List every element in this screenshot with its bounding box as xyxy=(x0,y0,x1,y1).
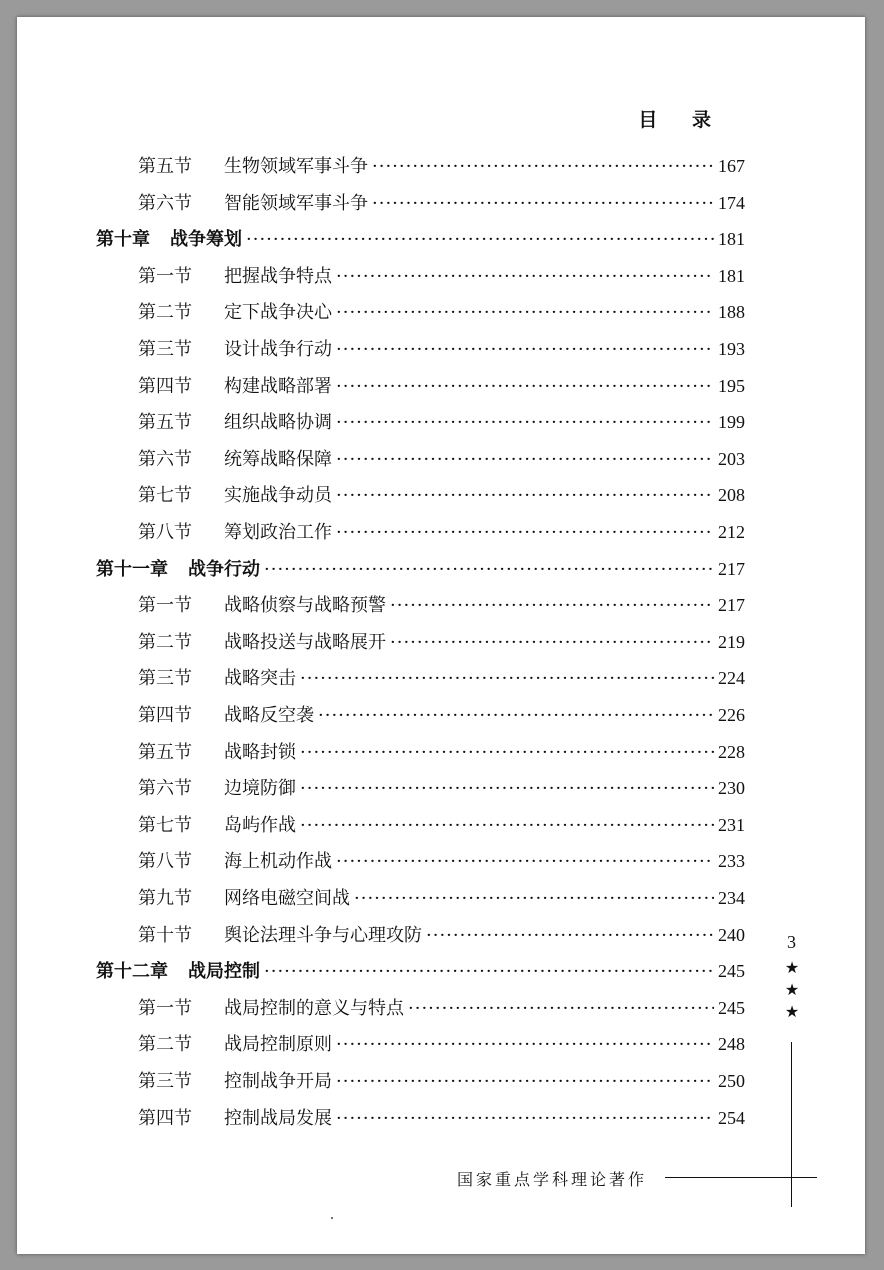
section-number: 第七节 xyxy=(138,814,192,836)
toc-page-number: 212 xyxy=(718,522,745,542)
section-title: 战略封锁 xyxy=(224,741,296,763)
toc-section-entry[interactable] xyxy=(138,299,745,325)
section-title: 把握战争特点 xyxy=(224,265,332,287)
dot-leader xyxy=(300,666,714,692)
dot-leader xyxy=(372,191,714,217)
section-title: 控制战局发展 xyxy=(224,1107,332,1129)
section-number: 第一节 xyxy=(138,997,192,1019)
toc-page-number: 181 xyxy=(718,229,745,250)
section-number: 第十节 xyxy=(138,924,192,946)
section-number: 第九节 xyxy=(138,888,192,909)
toc-section-entry[interactable] xyxy=(138,885,745,911)
section-title: 智能领域军事斗争 xyxy=(224,192,368,214)
toc-page-number: 226 xyxy=(718,705,745,725)
section-title: 岛屿作战 xyxy=(224,814,296,836)
page-number: 3 xyxy=(787,932,796,952)
dot-leader xyxy=(336,374,714,400)
section-number: 第二节 xyxy=(138,1034,192,1056)
toc-section-entry[interactable] xyxy=(138,922,745,948)
toc-page-number: 199 xyxy=(718,412,745,433)
toc-section-entry[interactable] xyxy=(138,263,745,289)
section-title: 海上机动作战 xyxy=(224,851,332,873)
toc-page-number: 248 xyxy=(718,1034,745,1055)
toc-section-entry[interactable] xyxy=(138,995,745,1021)
dot-leader xyxy=(336,410,714,436)
chapter-title: 战争筹划 xyxy=(170,229,242,251)
star-icon: ★ xyxy=(784,1002,800,1021)
section-number: 第二节 xyxy=(138,302,192,324)
toc-section-entry[interactable] xyxy=(138,1031,745,1057)
dot-leader xyxy=(336,520,714,546)
section-title: 战略反空袭 xyxy=(224,705,314,726)
dot-leader xyxy=(390,593,714,619)
section-title: 战略投送与战略展开 xyxy=(224,631,386,653)
toc-chapter-entry[interactable] xyxy=(96,556,745,582)
dot-leader xyxy=(336,483,714,509)
toc-section-entry[interactable] xyxy=(138,373,745,399)
toc-page-number: 250 xyxy=(718,1071,745,1091)
dot-leader xyxy=(390,630,714,656)
dot-leader xyxy=(318,703,714,729)
dot-leader xyxy=(336,264,714,290)
chapter-number: 第十一章 xyxy=(96,558,168,580)
print-speck xyxy=(331,1217,333,1219)
section-number: 第一节 xyxy=(138,265,192,287)
toc-page-number: 181 xyxy=(718,265,745,286)
section-title: 战局控制的意义与特点 xyxy=(224,997,404,1019)
section-title: 设计战争行动 xyxy=(224,339,332,360)
toc-page-number: 245 xyxy=(718,997,745,1018)
section-title: 网络电磁空间战 xyxy=(224,888,350,909)
toc-page-number: 193 xyxy=(718,339,745,359)
chapter-title: 战局控制 xyxy=(188,961,260,983)
section-number: 第八节 xyxy=(138,522,192,543)
section-number: 第三节 xyxy=(138,339,192,360)
section-number: 第二节 xyxy=(138,631,192,653)
dot-leader xyxy=(264,959,714,985)
section-number: 第八节 xyxy=(138,851,192,873)
toc-section-entry[interactable] xyxy=(138,153,745,179)
toc-page-number: 254 xyxy=(718,1107,745,1128)
toc-page-number: 188 xyxy=(718,302,745,323)
margin-vertical-rule xyxy=(791,1042,792,1207)
toc-page-number: 233 xyxy=(718,851,745,872)
section-title: 组织战略协调 xyxy=(224,412,332,434)
star-marks xyxy=(783,957,801,1023)
book-page xyxy=(17,17,865,1254)
section-title: 战略侦察与战略预警 xyxy=(224,595,386,617)
toc-section-entry[interactable] xyxy=(138,812,745,838)
toc-section-entry[interactable] xyxy=(138,702,745,728)
section-title: 舆论法理斗争与心理攻防 xyxy=(224,924,422,946)
toc-chapter-entry[interactable] xyxy=(96,226,745,252)
dot-leader xyxy=(300,813,714,839)
toc-section-entry[interactable] xyxy=(138,629,745,655)
toc-section-entry[interactable] xyxy=(138,775,745,801)
toc-page-number: 203 xyxy=(718,448,745,469)
chapter-title: 战争行动 xyxy=(188,558,260,580)
dot-leader xyxy=(354,886,714,912)
toc-section-entry[interactable] xyxy=(138,336,745,362)
toc-chapter-entry[interactable] xyxy=(96,958,745,984)
section-number: 第五节 xyxy=(138,412,192,434)
section-number: 第四节 xyxy=(138,375,192,397)
toc-page-number: 219 xyxy=(718,631,745,652)
toc-page-number: 224 xyxy=(718,668,745,689)
dot-leader xyxy=(336,849,714,875)
dot-leader xyxy=(246,227,714,253)
page-header-title: 目 录 xyxy=(638,109,725,131)
dot-leader xyxy=(408,996,714,1022)
section-number: 第一节 xyxy=(138,595,192,617)
footer-rule xyxy=(665,1177,817,1178)
dot-leader xyxy=(372,154,714,180)
section-number: 第五节 xyxy=(138,741,192,763)
toc-section-entry[interactable] xyxy=(138,519,745,545)
section-title: 战局控制原则 xyxy=(224,1034,332,1056)
toc-section-entry[interactable] xyxy=(138,409,745,435)
toc-section-entry[interactable] xyxy=(138,446,745,472)
dot-leader xyxy=(264,557,714,583)
toc-page-number: 195 xyxy=(718,375,745,396)
table-of-contents xyxy=(17,17,865,1254)
section-number: 第五节 xyxy=(138,156,192,177)
toc-section-entry[interactable] xyxy=(138,190,745,216)
toc-section-entry[interactable] xyxy=(138,1105,745,1131)
dot-leader xyxy=(336,1106,714,1132)
toc-page-number: 240 xyxy=(718,924,745,945)
star-icon: ★ xyxy=(784,958,800,977)
toc-page-number: 167 xyxy=(718,156,745,176)
toc-page-number: 208 xyxy=(718,485,745,506)
dot-leader xyxy=(300,740,714,766)
dot-leader xyxy=(336,337,714,363)
dot-leader xyxy=(336,300,714,326)
footer-series-title: 国家重点学科理论著作 xyxy=(457,1170,648,1189)
chapter-number: 第十二章 xyxy=(96,961,168,983)
section-number: 第三节 xyxy=(138,668,192,690)
toc-page-number: 230 xyxy=(718,778,745,799)
section-number: 第六节 xyxy=(138,448,192,470)
toc-page-number: 234 xyxy=(718,888,745,908)
section-number: 第六节 xyxy=(138,778,192,800)
section-title: 统筹战略保障 xyxy=(224,448,332,470)
dot-leader xyxy=(336,1069,714,1095)
toc-section-entry[interactable] xyxy=(138,592,745,618)
section-title: 战略突击 xyxy=(224,668,296,690)
section-title: 定下战争决心 xyxy=(224,302,332,324)
toc-section-entry[interactable] xyxy=(138,482,745,508)
section-title: 实施战争动员 xyxy=(224,485,332,507)
section-title: 生物领域军事斗争 xyxy=(224,156,368,177)
dot-leader xyxy=(336,1032,714,1058)
section-title: 控制战争开局 xyxy=(224,1071,332,1092)
section-number: 第四节 xyxy=(138,705,192,726)
toc-section-entry[interactable] xyxy=(138,848,745,874)
dot-leader xyxy=(426,923,714,949)
section-number: 第七节 xyxy=(138,485,192,507)
toc-page-number: 231 xyxy=(718,814,745,835)
section-number: 第三节 xyxy=(138,1071,192,1092)
section-title: 筹划政治工作 xyxy=(224,522,332,543)
section-title: 构建战略部署 xyxy=(224,375,332,397)
toc-page-number: 174 xyxy=(718,192,745,213)
toc-section-entry[interactable] xyxy=(138,739,745,765)
section-title: 边境防御 xyxy=(224,778,296,800)
section-number: 第六节 xyxy=(138,192,192,214)
toc-page-number: 228 xyxy=(718,741,745,762)
toc-page-number: 245 xyxy=(718,961,745,982)
toc-section-entry[interactable] xyxy=(138,665,745,691)
chapter-number: 第十章 xyxy=(96,229,150,251)
toc-page-number: 217 xyxy=(718,558,745,579)
star-icon: ★ xyxy=(784,980,800,999)
section-number: 第四节 xyxy=(138,1107,192,1129)
toc-page-number: 217 xyxy=(718,595,745,616)
dot-leader xyxy=(300,776,714,802)
toc-section-entry[interactable] xyxy=(138,1068,745,1094)
dot-leader xyxy=(336,447,714,473)
